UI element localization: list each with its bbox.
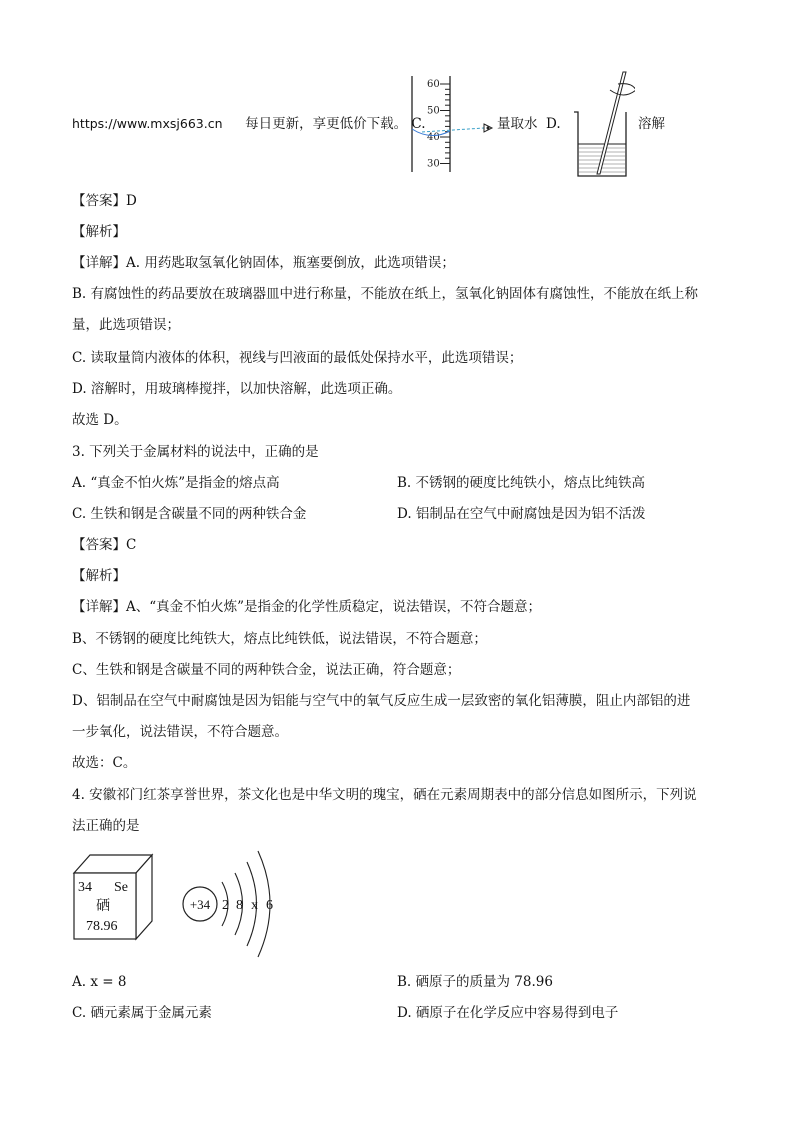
q3-option-c: C. 生铁和钢是含碳量不同的两种铁合金: [72, 506, 307, 522]
option-c-letter: C.: [411, 116, 426, 132]
shell-1-electrons: 2: [222, 898, 229, 913]
nuclear-charge: +34: [189, 897, 211, 912]
shell-4-electrons: 6: [266, 898, 273, 913]
q3-conclusion: 故选：C。: [72, 755, 137, 771]
tick-30: 30: [427, 158, 440, 170]
q2-answer: 【答案】D: [72, 193, 137, 209]
atomic-mass: 78.96: [86, 919, 118, 934]
q2-analysis-heading: 【解析】: [72, 224, 126, 240]
q2-detail-b-1: B. 有腐蚀性的药品要放在玻璃器皿中进行称量，不能放在纸上，氢氧化钠固体有腐蚀性，不能放在纸上称: [72, 286, 699, 302]
q3-detail-d-2: 一步氧化，说法错误，不符合题意。: [72, 724, 288, 740]
top-line: [72, 115, 426, 133]
q3-analysis-heading: 【解析】: [72, 568, 126, 584]
q3-detail-d-1: D、铝制品在空气中耐腐蚀是因为铝能与空气中的氧气反应生成一层致密的氧化铝薄膜，阻止内部铝的进: [72, 693, 691, 709]
q3-option-d: D. 铝制品在空气中耐腐蚀是因为铝不活泼: [397, 506, 646, 522]
q4-option-b: B. 硒原子的质量为 78.96: [397, 974, 553, 990]
atomic-number: 34: [78, 880, 92, 895]
option-d-letter: D.: [546, 116, 561, 132]
q3-detail-b: B、不锈钢的硬度比纯铁大，熔点比纯铁低，说法错误，不符合题意；: [72, 631, 487, 647]
q3-detail-a: 【详解】A、“真金不怕火炼”是指金的化学性质稳定，说法错误，不符合题意；: [72, 599, 542, 615]
promo-text: 每日更新，享更低价下载。: [245, 116, 408, 132]
shell-3-electrons: x: [251, 898, 258, 913]
element-symbol: Se: [114, 880, 128, 895]
q3-stem: 3. 下列关于金属材料的说法中，正确的是: [72, 444, 319, 460]
option-c-label: 量取水: [497, 116, 538, 132]
q4-option-c: C. 硒元素属于金属元素: [72, 1005, 212, 1021]
q3-option-a: A. “真金不怕火炼”是指金的熔点高: [72, 475, 280, 491]
q3-answer: 【答案】C: [72, 537, 137, 553]
option-d-label: 溶解: [638, 116, 665, 132]
q2-detail-b-2: 量，此选项错误；: [72, 317, 180, 333]
q2-detail-d: D. 溶解时，用玻璃棒搅拌，以加快溶解，此选项正确。: [72, 381, 402, 397]
tick-40: 40: [427, 132, 440, 143]
shell-2-electrons: 8: [236, 898, 243, 913]
glass-rod: [597, 72, 626, 174]
source-url[interactable]: https://www.mxsj663.cn: [72, 116, 223, 131]
q2-conclusion: 故选 D。: [72, 412, 128, 428]
q2-detail-a: 【详解】A. 用药匙取氢氧化钠固体，瓶塞要倒放，此选项错误；: [72, 255, 455, 271]
q2-detail-c: C. 读取量筒内液体的体积，视线与凹液面的最低处保持水平，此选项错误；: [72, 350, 523, 366]
graduated-cylinder-figure: [400, 74, 510, 176]
q3-detail-c: C、生铁和钢是含碳量不同的两种铁合金，说法正确，符合题意；: [72, 662, 461, 678]
element-name: 硒: [96, 899, 110, 914]
q4-stem-2: 法正确的是: [72, 818, 140, 834]
q4-option-a: A. x = 8: [72, 974, 127, 990]
selenium-element-card: [70, 851, 170, 943]
beaker-figure: [570, 68, 635, 180]
q4-option-d: D. 硒原子在化学反应中容易得到电子: [397, 1005, 619, 1021]
atomic-structure-diagram: [180, 849, 285, 961]
tick-50: 50: [427, 105, 440, 117]
q4-stem-1: 4. 安徽祁门红茶享誉世界，茶文化也是中华文明的瑰宝，硒在元素周期表中的部分信息如图所示，下列说: [72, 787, 697, 803]
tick-60: 60: [427, 79, 440, 90]
q3-option-b: B. 不锈钢的硬度比纯铁小，熔点比纯铁高: [397, 475, 646, 491]
